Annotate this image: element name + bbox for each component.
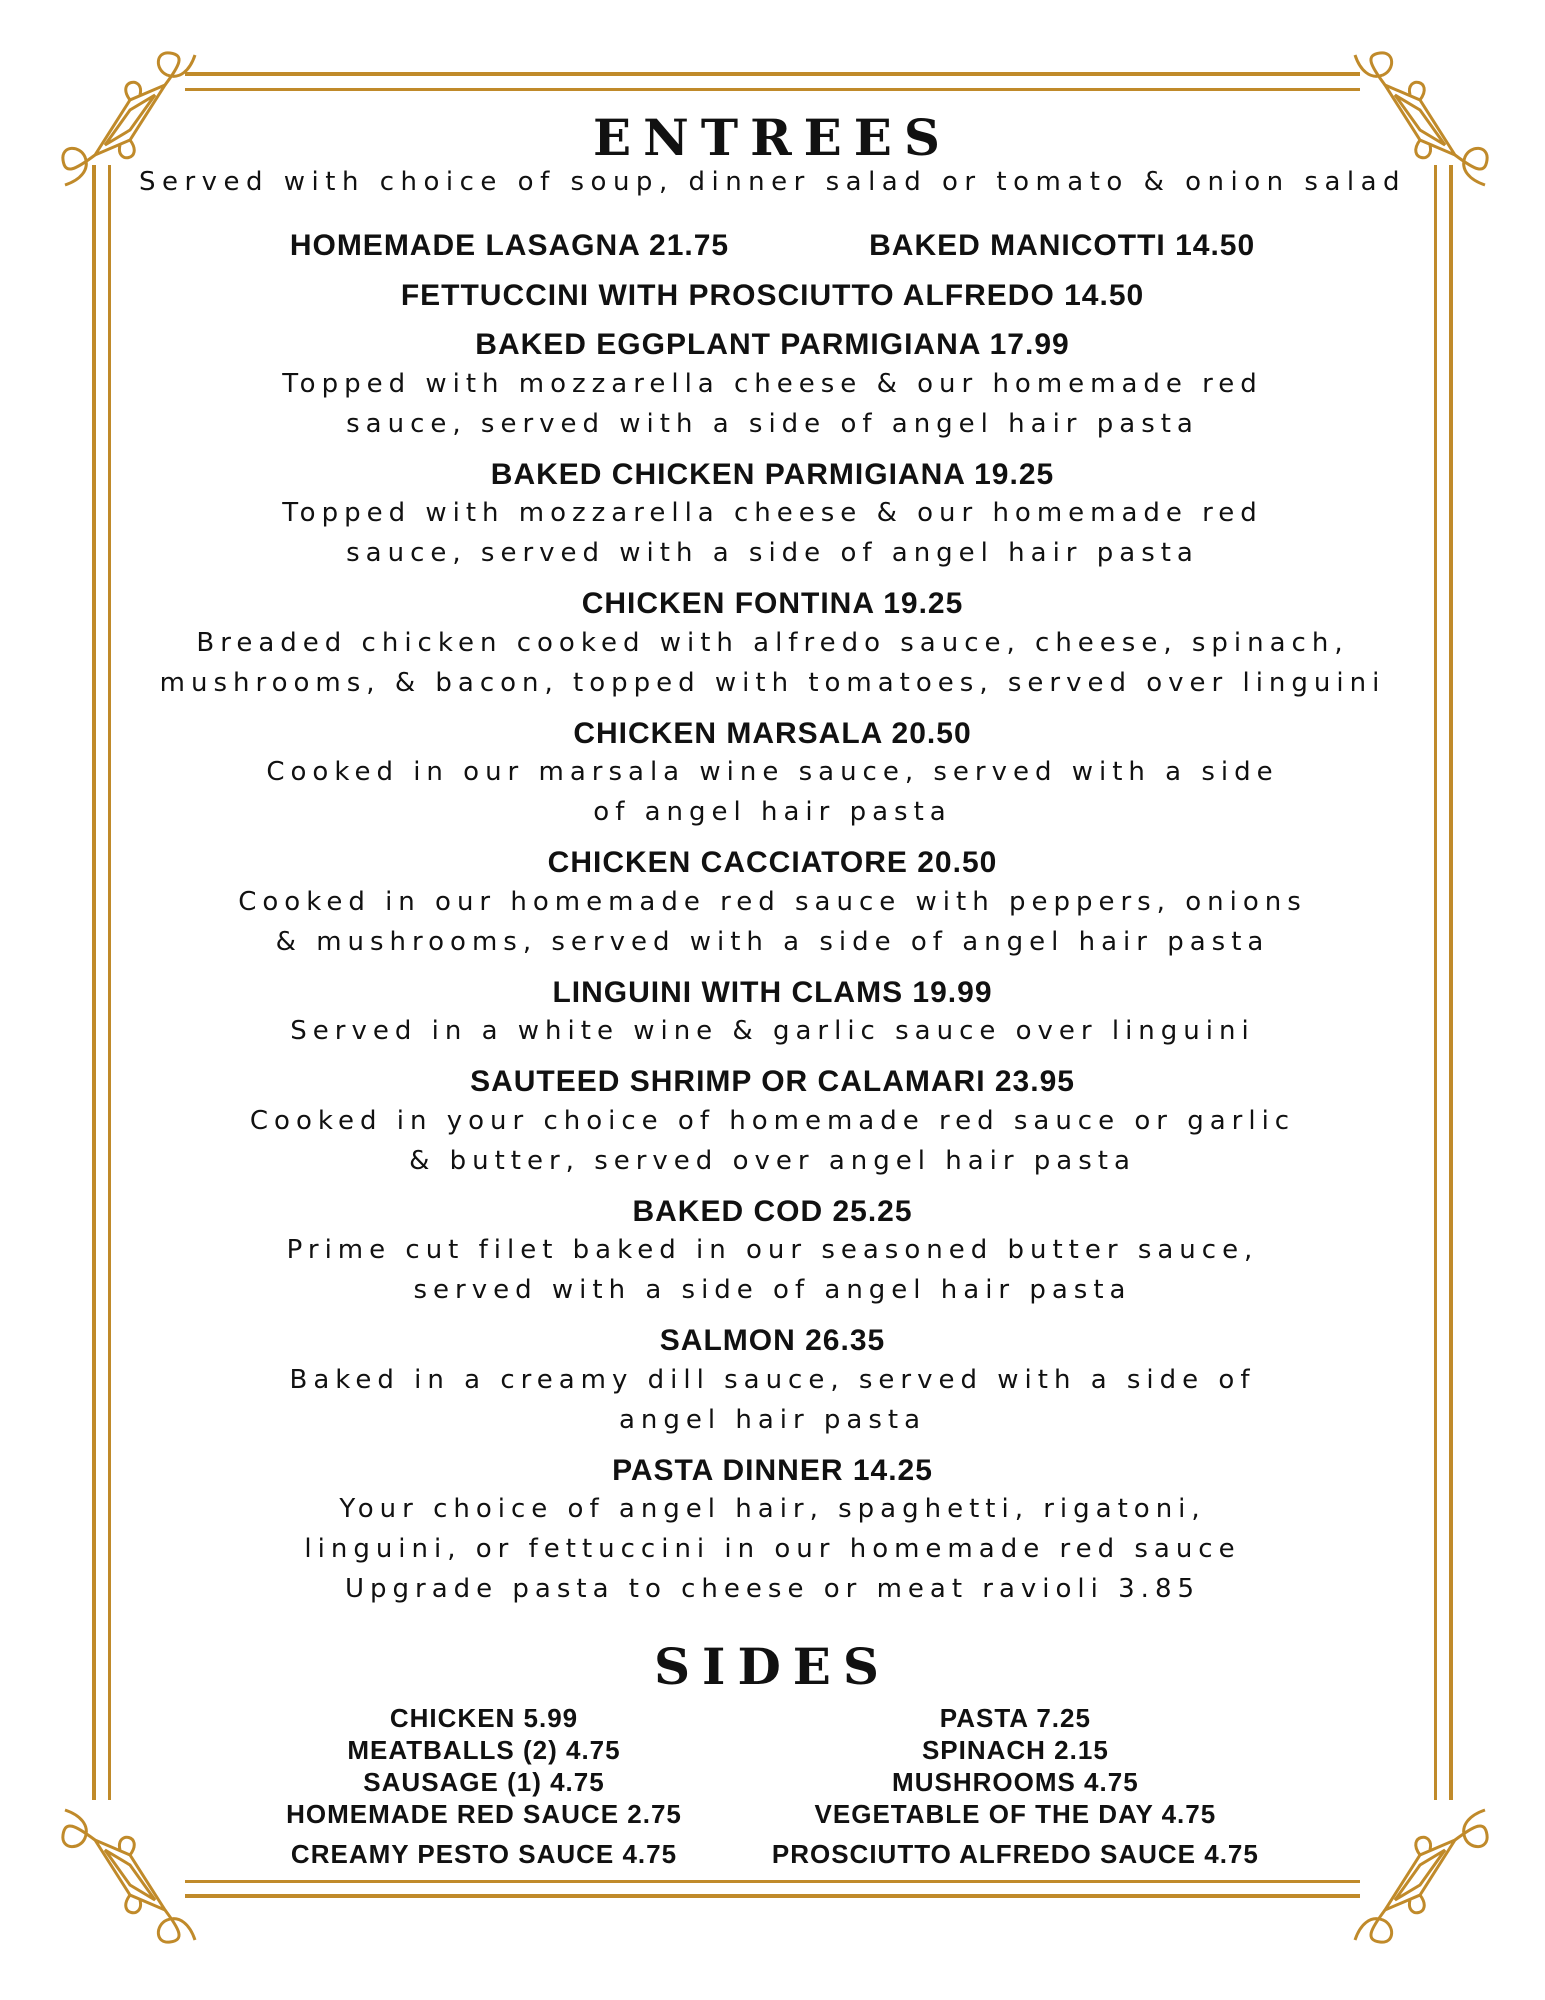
entrees-subtitle: Served with choice of soup, dinner salad or tomato & onion salad — [138, 167, 1407, 197]
menu-item-name: CHICKEN CACCIATORE 20.50 — [547, 846, 998, 879]
menu-item-name: CHICKEN FONTINA 19.25 — [581, 587, 964, 620]
menu-item-description: Cooked in our homemade red sauce with peppers, onions — [238, 886, 1307, 917]
entrees-title: ENTREES — [593, 108, 952, 167]
frame-bottom-outer — [185, 1894, 1360, 1898]
menu-item — [130, 1063, 1415, 1181]
menu-item-description: Served in a white wine & garlic sauce over linguini — [290, 1016, 1255, 1046]
menu-item-name: BAKED COD 25.25 — [632, 1194, 913, 1228]
side-item: SAUSAGE (1) 4.75 — [363, 1767, 605, 1797]
menu-item-description: Breaded chicken cooked with alfredo sauce, cheese, spinach, — [196, 627, 1349, 658]
menu-content — [130, 110, 1415, 1870]
menu-item-description: linguini, or fettuccini in our homemade red sauce — [304, 1534, 1241, 1564]
side-item: CHICKEN 5.99 — [389, 1703, 579, 1733]
menu-item — [130, 1193, 1415, 1311]
menu-item-description: sauce, served with a side of angel hair pasta — [346, 408, 1199, 439]
menu-item-name: BAKED MANICOTTI 14.50 — [869, 229, 1256, 262]
sides-column-right — [772, 1702, 1259, 1870]
menu-item-description: Topped with mozzarella cheese & our homemade red — [282, 498, 1263, 528]
menu-item-name: HOMEMADE LASAGNA 21.75 — [289, 229, 730, 262]
menu-item — [130, 974, 1415, 1052]
sides-list — [130, 1702, 1415, 1870]
menu-item-name: CHICKEN MARSALA 20.50 — [573, 716, 972, 750]
menu-item — [130, 456, 1415, 574]
frame-bottom-inner — [185, 1880, 1360, 1883]
menu-item — [130, 1452, 1415, 1610]
frame-top-outer — [185, 72, 1360, 76]
menu-item-description: served with a side of angel hair pasta — [413, 1275, 1132, 1305]
menu-item-description: & mushrooms, served with a side of angel hair pasta — [275, 926, 1270, 957]
sides-column-left — [286, 1702, 682, 1870]
menu-item-description: Cooked in your choice of homemade red sauce or garlic — [249, 1105, 1296, 1136]
frame-right-outer — [1449, 165, 1453, 1800]
side-item: PASTA 7.25 — [939, 1703, 1091, 1733]
side-item: SPINACH 2.15 — [921, 1735, 1109, 1765]
menu-item-description: of angel hair pasta — [593, 797, 952, 827]
menu-item-description: sauce, served with a side of angel hair pasta — [346, 538, 1199, 568]
sides-title: SIDES — [653, 1637, 892, 1696]
menu-item-name: FETTUCCINI WITH PROSCIUTTO ALFREDO 14.50 — [400, 278, 1145, 312]
frame-top-inner — [185, 88, 1360, 91]
menu-item-description: mushrooms, & bacon, topped with tomatoes, served over linguini — [159, 667, 1386, 698]
entrees-top-row — [130, 227, 1415, 265]
menu-item-name: LINGUINI WITH CLAMS 19.99 — [552, 975, 993, 1009]
side-item: CREAMY PESTO SAUCE 4.75 — [290, 1839, 678, 1869]
menu-item-name: BAKED CHICKEN PARMIGIANA 19.25 — [490, 457, 1055, 491]
menu-item-description: & butter, served over angel hair pasta — [409, 1145, 1136, 1176]
menu-item — [130, 715, 1415, 833]
side-item: HOMEMADE RED SAUCE 2.75 — [286, 1799, 682, 1829]
menu-item-description: Baked in a creamy dill sauce, served with a side of — [289, 1364, 1256, 1395]
menu-item — [130, 1322, 1415, 1440]
menu-item-description: Topped with mozzarella cheese & our homemade red — [282, 368, 1263, 399]
menu-item-description: angel hair pasta — [618, 1404, 927, 1435]
side-item: MEATBALLS (2) 4.75 — [347, 1735, 621, 1765]
frame-left-outer — [92, 165, 96, 1800]
menu-item-name: SALMON 26.35 — [659, 1324, 886, 1357]
menu-item-name: BAKED EGGPLANT PARMIGIANA 17.99 — [475, 328, 1070, 361]
menu-item-name: PASTA DINNER 14.25 — [612, 1453, 933, 1487]
menu-item — [130, 277, 1415, 315]
frame-left-inner — [108, 165, 111, 1800]
menu-item-description: Upgrade pasta to cheese or meat ravioli 3.85 — [344, 1574, 1201, 1604]
menu-item — [130, 326, 1415, 444]
menu-item-description: Your choice of angel hair, spaghetti, rigatoni, — [339, 1494, 1206, 1524]
frame-right-inner — [1434, 165, 1437, 1800]
side-item: VEGETABLE OF THE DAY 4.75 — [814, 1799, 1217, 1829]
menu-item-description: Prime cut filet baked in our seasoned butter sauce, — [286, 1235, 1259, 1265]
menu-item-name: SAUTEED SHRIMP OR CALAMARI 23.95 — [470, 1065, 1075, 1098]
side-item: MUSHROOMS 4.75 — [892, 1767, 1139, 1797]
menu-item — [130, 844, 1415, 962]
side-item: PROSCIUTTO ALFREDO SAUCE 4.75 — [771, 1839, 1259, 1869]
menu-item — [130, 585, 1415, 703]
menu-item-description: Cooked in our marsala wine sauce, served with a side — [266, 757, 1279, 787]
entrees-list — [130, 277, 1415, 1610]
